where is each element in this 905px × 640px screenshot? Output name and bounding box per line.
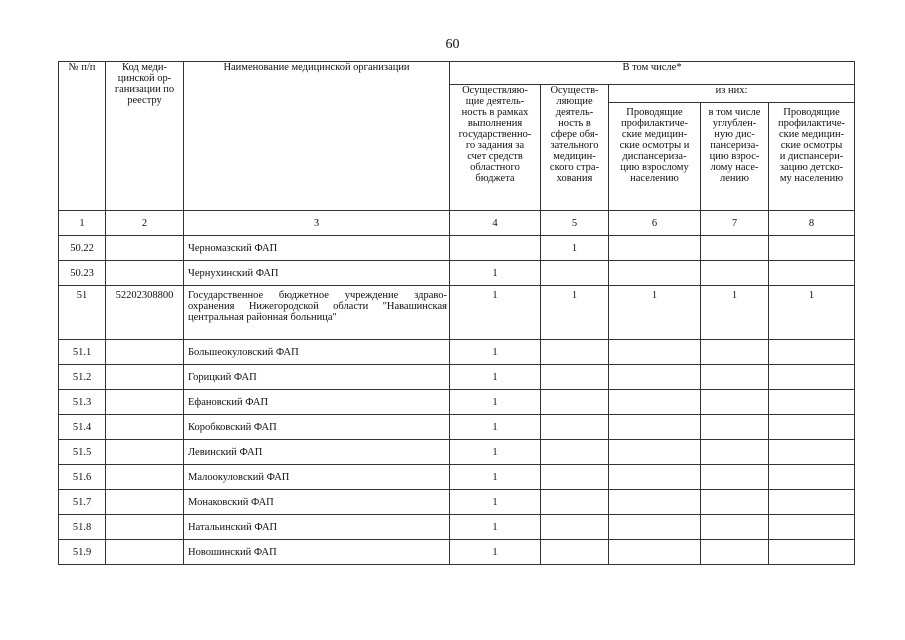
in-depth-checkup-mark bbox=[701, 340, 769, 365]
child-checkup-mark bbox=[769, 261, 855, 286]
child-checkup-mark bbox=[769, 415, 855, 440]
row-number: 51.7 bbox=[59, 490, 106, 515]
adult-checkup-mark bbox=[609, 540, 701, 565]
oms-mark bbox=[541, 261, 609, 286]
row-number: 51.5 bbox=[59, 440, 106, 465]
row-number: 51.4 bbox=[59, 415, 106, 440]
org-name: Государственное бюджетное учреждение здраво-охранения Нижегородской области "Навашинская центральная районная больница" bbox=[184, 286, 450, 340]
org-code bbox=[106, 540, 184, 565]
org-name: Черномазский ФАП bbox=[184, 236, 450, 261]
child-checkup-mark bbox=[769, 540, 855, 565]
state-task-mark: 1 bbox=[450, 490, 541, 515]
in-depth-checkup-mark bbox=[701, 236, 769, 261]
table-row bbox=[59, 540, 855, 565]
state-task-mark: 1 bbox=[450, 340, 541, 365]
table-row bbox=[59, 340, 855, 365]
header-col8: Проводящие профилактиче- ские медицин- ские осмотры и диспансери- зацию детско- му населению bbox=[769, 103, 855, 211]
adult-checkup-mark bbox=[609, 490, 701, 515]
row-number: 50.22 bbox=[59, 236, 106, 261]
oms-mark bbox=[541, 365, 609, 390]
org-name: Чернухинский ФАП bbox=[184, 261, 450, 286]
org-name: Горицкий ФАП bbox=[184, 365, 450, 390]
column-number: 4 bbox=[450, 211, 541, 236]
column-number: 1 bbox=[59, 211, 106, 236]
adult-checkup-mark bbox=[609, 365, 701, 390]
column-number: 2 bbox=[106, 211, 184, 236]
adult-checkup-mark bbox=[609, 465, 701, 490]
table-row bbox=[59, 490, 855, 515]
table-row bbox=[59, 286, 855, 340]
table-row bbox=[59, 365, 855, 390]
row-number: 51.3 bbox=[59, 390, 106, 415]
in-depth-checkup-mark: 1 bbox=[701, 286, 769, 340]
state-task-mark: 1 bbox=[450, 440, 541, 465]
in-depth-checkup-mark bbox=[701, 415, 769, 440]
adult-checkup-mark bbox=[609, 515, 701, 540]
org-code bbox=[106, 440, 184, 465]
child-checkup-mark bbox=[769, 515, 855, 540]
in-depth-checkup-mark bbox=[701, 465, 769, 490]
row-number: 51.6 bbox=[59, 465, 106, 490]
in-depth-checkup-mark bbox=[701, 490, 769, 515]
state-task-mark bbox=[450, 236, 541, 261]
row-number: 51.9 bbox=[59, 540, 106, 565]
state-task-mark: 1 bbox=[450, 261, 541, 286]
row-number: 51.8 bbox=[59, 515, 106, 540]
state-task-mark: 1 bbox=[450, 465, 541, 490]
org-name: Малоокуловский ФАП bbox=[184, 465, 450, 490]
oms-mark: 1 bbox=[541, 236, 609, 261]
adult-checkup-mark: 1 bbox=[609, 286, 701, 340]
oms-mark bbox=[541, 490, 609, 515]
child-checkup-mark bbox=[769, 440, 855, 465]
state-task-mark: 1 bbox=[450, 365, 541, 390]
org-code bbox=[106, 390, 184, 415]
adult-checkup-mark bbox=[609, 390, 701, 415]
org-name: Монаковский ФАП bbox=[184, 490, 450, 515]
row-number: 50.23 bbox=[59, 261, 106, 286]
org-name: Левинский ФАП bbox=[184, 440, 450, 465]
row-number: 51.2 bbox=[59, 365, 106, 390]
column-numbers-row bbox=[59, 211, 855, 236]
oms-mark bbox=[541, 540, 609, 565]
column-number: 8 bbox=[769, 211, 855, 236]
header-name: Наименование медицинской организации bbox=[184, 62, 450, 211]
column-number: 5 bbox=[541, 211, 609, 236]
in-depth-checkup-mark bbox=[701, 540, 769, 565]
oms-mark bbox=[541, 515, 609, 540]
column-number: 6 bbox=[609, 211, 701, 236]
org-name: Большеокуловский ФАП bbox=[184, 340, 450, 365]
child-checkup-mark bbox=[769, 465, 855, 490]
org-code bbox=[106, 340, 184, 365]
row-number: 51 bbox=[59, 286, 106, 340]
adult-checkup-mark bbox=[609, 340, 701, 365]
header-code: Код меди- цинской ор- ганизации по реестру bbox=[106, 62, 184, 211]
header-num: № п/п bbox=[59, 62, 106, 211]
state-task-mark: 1 bbox=[450, 540, 541, 565]
child-checkup-mark bbox=[769, 340, 855, 365]
in-depth-checkup-mark bbox=[701, 515, 769, 540]
medical-organizations-table bbox=[58, 61, 855, 565]
row-number: 51.1 bbox=[59, 340, 106, 365]
org-code bbox=[106, 415, 184, 440]
org-name: Коробковский ФАП bbox=[184, 415, 450, 440]
state-task-mark: 1 bbox=[450, 415, 541, 440]
org-code bbox=[106, 515, 184, 540]
table-row bbox=[59, 236, 855, 261]
org-code bbox=[106, 490, 184, 515]
child-checkup-mark bbox=[769, 236, 855, 261]
table-row bbox=[59, 440, 855, 465]
child-checkup-mark bbox=[769, 490, 855, 515]
table-row bbox=[59, 261, 855, 286]
in-depth-checkup-mark bbox=[701, 440, 769, 465]
column-number: 3 bbox=[184, 211, 450, 236]
oms-mark bbox=[541, 390, 609, 415]
header-col7: в том числе углублен- ную дис- пансериза- цию взрос- лому насе- лению bbox=[701, 103, 769, 211]
org-code: 52202308800 bbox=[106, 286, 184, 340]
state-task-mark: 1 bbox=[450, 390, 541, 415]
org-name: Натальинский ФАП bbox=[184, 515, 450, 540]
state-task-mark: 1 bbox=[450, 286, 541, 340]
state-task-mark: 1 bbox=[450, 515, 541, 540]
table-row bbox=[59, 415, 855, 440]
header-col4: Осуществляю- щие деятель- ность в рамках выполнения государственно- го задания за счет средств областного бюджета bbox=[450, 85, 541, 211]
oms-mark bbox=[541, 415, 609, 440]
adult-checkup-mark bbox=[609, 236, 701, 261]
in-depth-checkup-mark bbox=[701, 365, 769, 390]
page-number: 60 bbox=[445, 37, 460, 52]
org-name: Новошинский ФАП bbox=[184, 540, 450, 565]
org-code bbox=[106, 465, 184, 490]
adult-checkup-mark bbox=[609, 440, 701, 465]
oms-mark bbox=[541, 340, 609, 365]
in-depth-checkup-mark bbox=[701, 390, 769, 415]
org-code bbox=[106, 261, 184, 286]
oms-mark bbox=[541, 440, 609, 465]
child-checkup-mark bbox=[769, 390, 855, 415]
header-group: В том числе* bbox=[450, 62, 855, 85]
org-code bbox=[106, 365, 184, 390]
table-row bbox=[59, 390, 855, 415]
org-name: Ефановский ФАП bbox=[184, 390, 450, 415]
column-number: 7 bbox=[701, 211, 769, 236]
oms-mark bbox=[541, 465, 609, 490]
header-col6: Проводящие профилактиче- ские медицин- ские осмотры и диспансериза- цию взрослому населению bbox=[609, 103, 701, 211]
in-depth-checkup-mark bbox=[701, 261, 769, 286]
table-row bbox=[59, 465, 855, 490]
child-checkup-mark bbox=[769, 365, 855, 390]
table-row bbox=[59, 515, 855, 540]
adult-checkup-mark bbox=[609, 261, 701, 286]
header-col5: Осуществ- ляющие деятель- ность в сфере обя- зательного медицин- ского стра- хования bbox=[541, 85, 609, 211]
adult-checkup-mark bbox=[609, 415, 701, 440]
org-code bbox=[106, 236, 184, 261]
header-subgroup: из них: bbox=[609, 85, 855, 103]
child-checkup-mark: 1 bbox=[769, 286, 855, 340]
oms-mark: 1 bbox=[541, 286, 609, 340]
